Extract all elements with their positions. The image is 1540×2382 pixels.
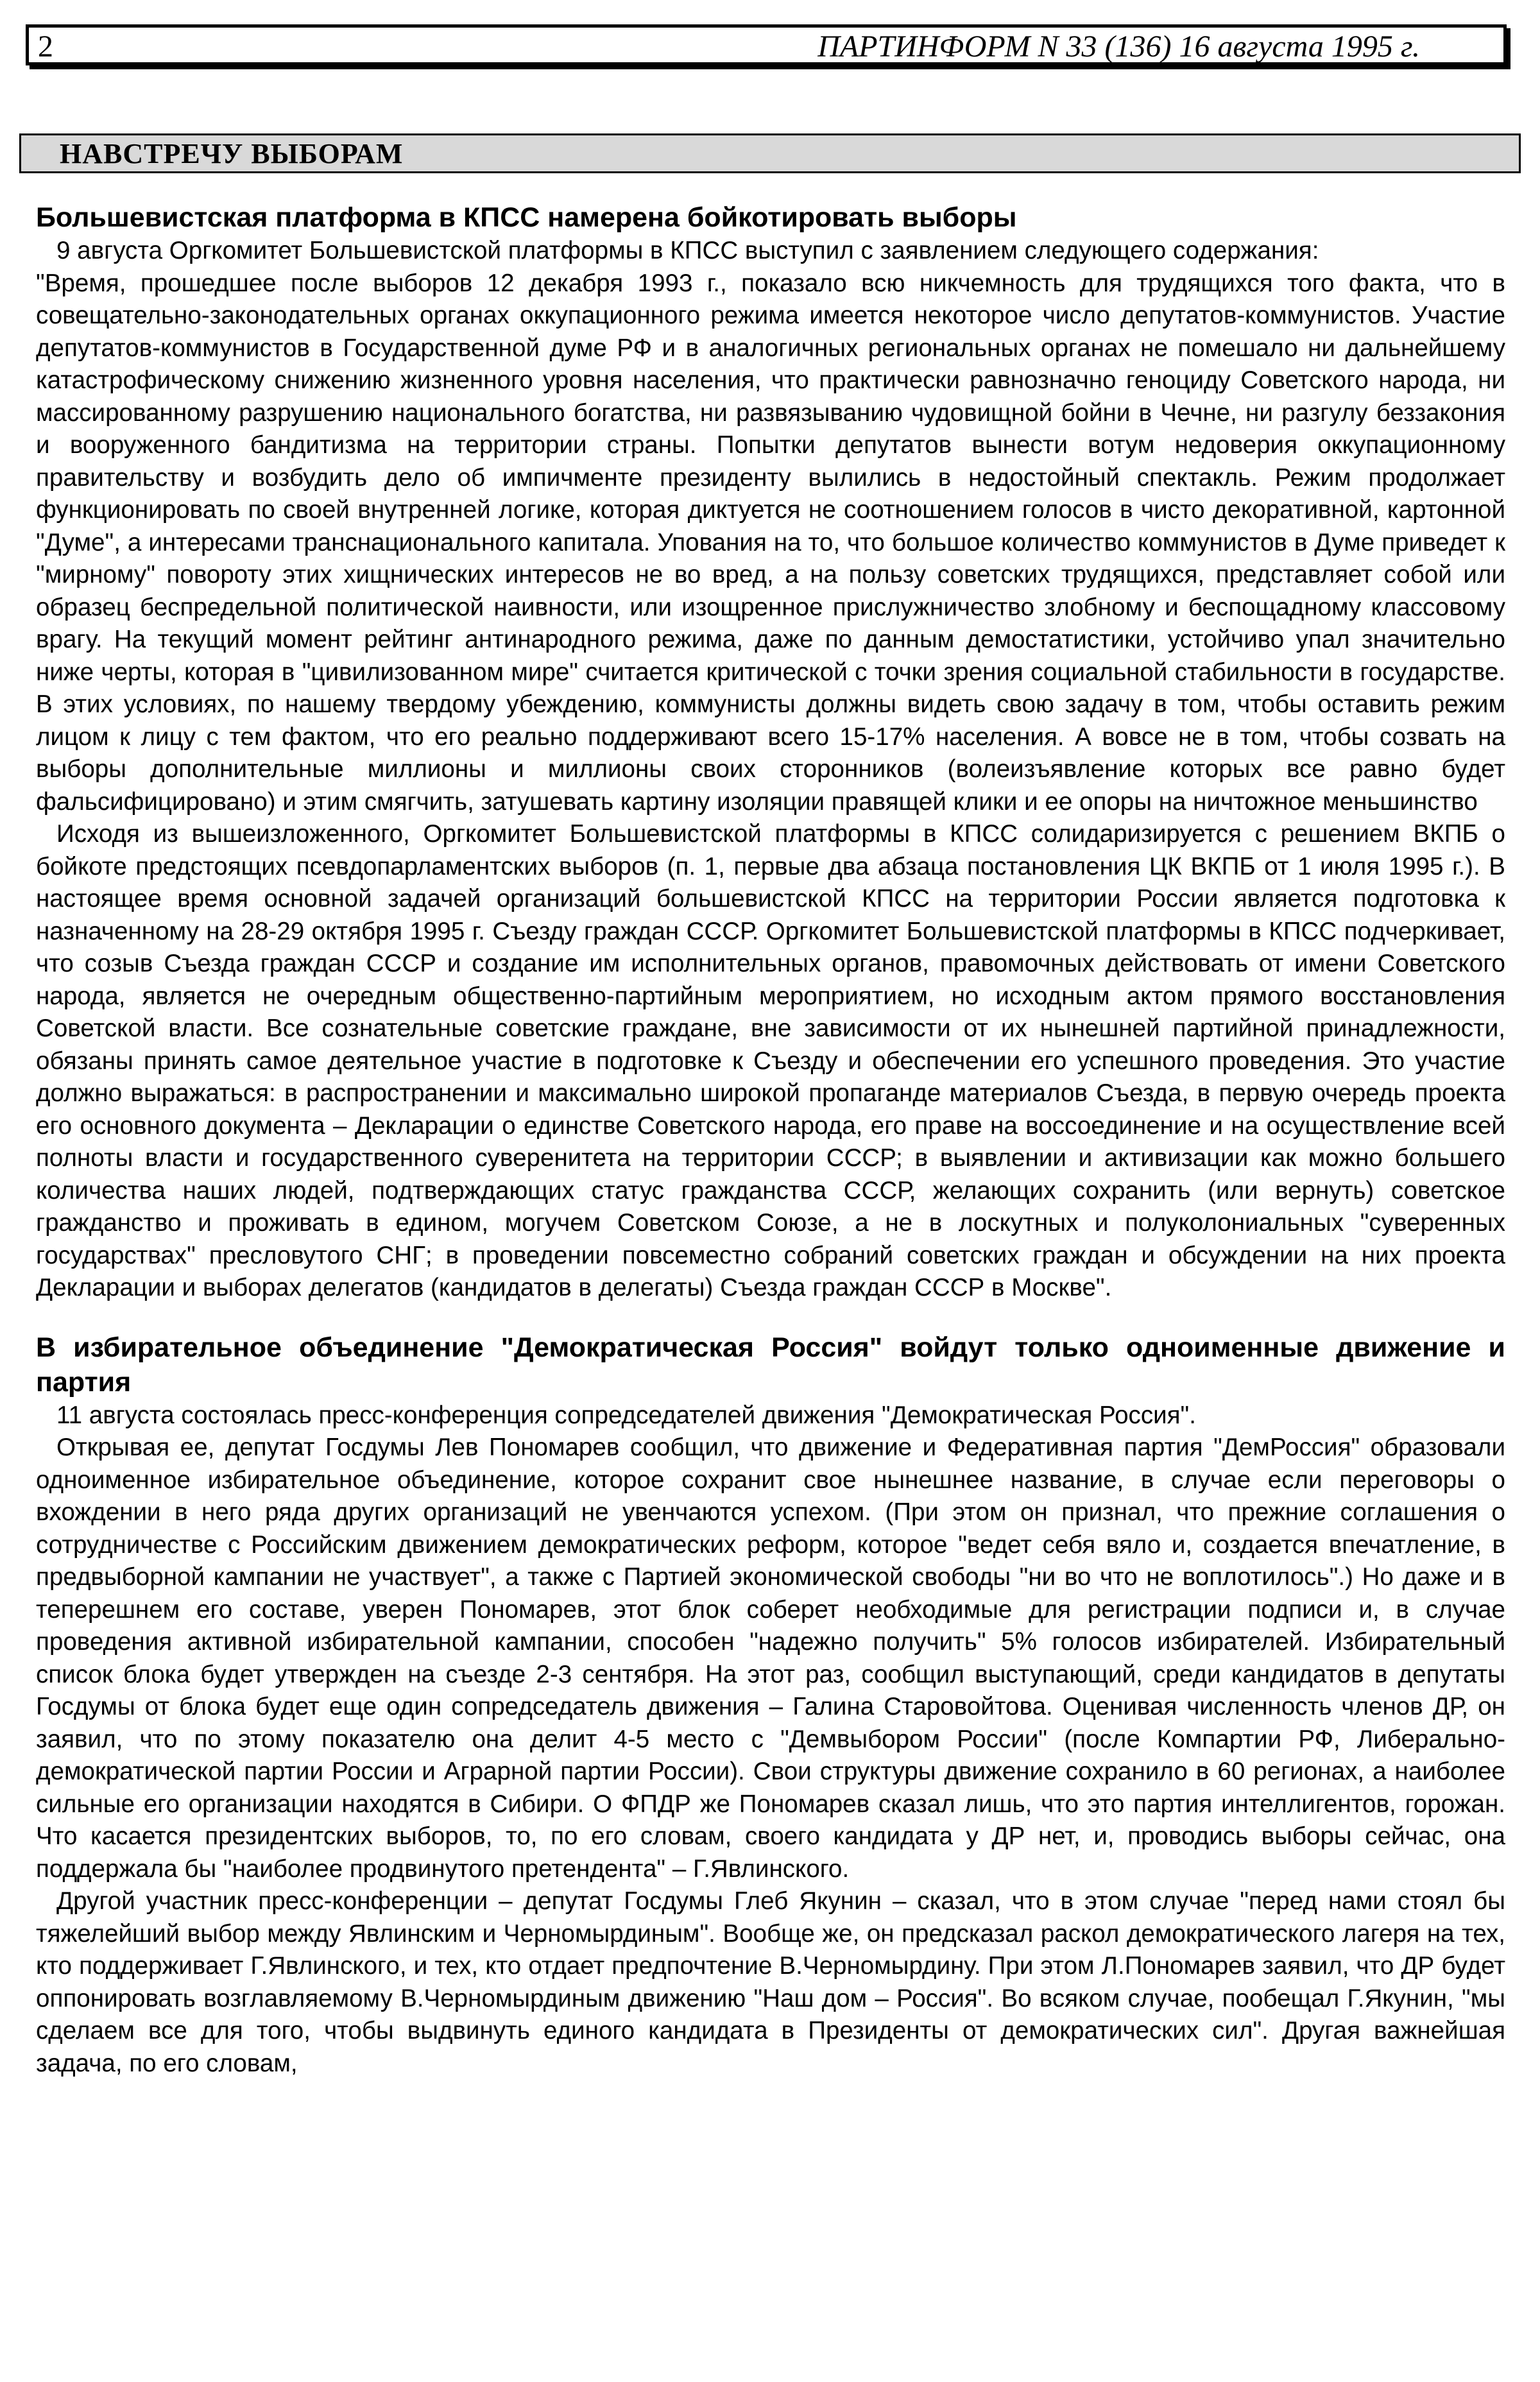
page-header [26,24,1507,65]
article-title: В избирательное объединение "Демократическая Россия" войдут только одноименные движение и партия [36,1332,1505,1398]
article-bolshevik-platform [36,200,1505,1305]
rubric-title: НАВСТРЕЧУ ВЫБОРАМ [60,138,404,169]
article-paragraph: Исходя из вышеизложенного, Оргкомитет Большевистской платформы в КПСС солидаризируется с решением ВКПБ о бойкоте предстоящих псевдопарламентских выборов (п. 1, первые два абзаца постановления ЦК ВКПБ от 1 июля 1995 г.). В настоящее время основной задачей организаций большевистской КПСС на территории России является подготовка к назначенному на 28-29 октября 1995 г. Съезду граждан СССР. Оргкомитет Большевистской платформы в КПСС подчеркивает, что созыв Съезда граждан СССР и создание им исполнительных органов, правомочных действовать от имени Советского народа, является не очередным общественно-партийным мероприятием, но исходным актом прямого восстановления Советской власти. Все сознательные советские граждане, вне зависимости от их нынешней партийной принадлежности, обязаны принять самое деятельное участие в подготовке к Съезду и обеспечении его успешного проведения. Это участие должно выражаться: в распространении и максимально широкой пропаганде материалов Съезда, в первую очередь проекта его основного документа – Декларации о единстве Советского народа, его праве на воссоединение и на осуществление всей полноты власти и государственного суверенитета на территории СССР; в выявлении и активизации как можно большего количества наших людей, подтверждающих статус гражданства СССР, желающих сохранить (или вернуть) советское гражданство и проживать в едином, могучем Советском Союзе, а не в лоскутных и полуколониальных "суверенных государствах" пресловутого СНГ; в проведении повсеместно собраний советских граждан и обсуждении на них проекта Декларации и выборах делегатов (кандидатов в делегаты) Съезда граждан СССР в Москве". [36,820,1505,1301]
article-paragraph: 9 августа Оргкомитет Большевистской платформы в КПСС выступил с заявлением следующего содержания: [56,237,1319,264]
issue-info: ПАРТИНФОРМ N 33 (136) 16 августа 1995 г. [817,30,1420,64]
article-paragraph: Открывая ее, депутат Госдумы Лев Пономарев сообщил, что движение и Федеративная партия "ДемРоссия" образовали одноименное избирательное объединение, которое сохранит свое нынешнее название, в случае если переговоры о вхождении в него ряда других организаций не увенчаются успехом. (При этом он признал, что прежние соглашения о сотрудничестве с Российским движением демократических реформ, которое "ведет себя вяло и, создается впечатление, в предвыборной кампании не участвует", а также с Партией экономической свободы "ни во что не воплотилось".) Но даже и в теперешнем его составе, уверен Пономарев, этот блок соберет необходимые для регистрации подписи и, в случае проведения активной избирательной кампании, способен "надежно получить" 5% голосов избирателей. Избирательный список блока будет утвержден на съезде 2-3 сентября. На этот раз, сообщил выступающий, среди кандидатов в депутаты Госдумы от блока будет еще один сопредседатель движения – Галина Старовойтова. Оценивая численность членов ДР, он заявил, что по этому показателю она делит 4-5 место с "Демвыбором России" (после Компартии РФ, Либерально-демократической партии России и Аграрной партии России). Свои структуры движение сохранило в 60 регионах, а наиболее сильные его организации находятся в Сибири. О ФПДР же Пономарев сказал лишь, что это партия интеллигентов, горожан. Что касается президентских выборов, то, по его словам, своего кандидата у ДР нет, и, проводись выборы сейчас, она поддержала бы "наиболее продвинутого претендента" – Г.Явлинского. [36,1434,1505,1883]
article-title: Большевистская платформа в КПСС намерена бойкотировать выборы [36,202,1017,233]
article-paragraph: 11 августа состоялась пресс-конференция сопредседателей движения "Демократическая Россия". [56,1401,1196,1429]
article-paragraph: "Время, прошедшее после выборов 12 декабря 1993 г., показало всю никчемность для трудящихся того факта, что в совещательно-законодательных органах оккупационного режима имеется некоторое число депутатов-коммунистов. Участие депутатов-коммунистов в Государственной думе РФ и в аналогичных региональных органах не помешало ни дальнейшему катастрофическому снижению жизненного уровня населения, что практически равнозначно геноциду Советского народа, ни массированному разрушению национального богатства, ни развязыванию чудовищной бойни в Чечне, ни разгулу беззакония и вооруженного бандитизма на территории страны. Попытки депутатов вынести вотум недоверия оккупационному правительству и возбудить дело об импичменте президенту вылились в недостойный спектакль. Режим продолжает функционировать по своей внутренней логике, которая диктуется не соотношением голосов в чисто декоративной, картонной "Думе", а интересами транснационального капитала. Упования на то, что большое количество коммунистов в Думе приведет к "мирному" повороту этих хищнических интересов не во вред, а на пользу советских трудящихся, представляет собой или образец беспредельной политической наивности, или изощренное прислужничество злобному и беспощадному классовому врагу. На текущий момент рейтинг антинародного режима, даже по данным демостатистики, устойчиво упал значительно ниже черты, которая в "цивилизованном мире" считается критической с точки зрения социальной стабильности в государстве. В этих условиях, по нашему твердому убеждению, коммунисты должны видеть свою задачу в том, чтобы оставить режим лицом к лицу с тем фактом, что его реально поддерживают всего 15-17% населения. А вовсе не в том, чтобы созвать на выборы дополнительные миллионы и миллионы своих сторонников (волеизъявление которых все равно будет фальсифицировано) и этим смягчить, затушевать картину изоляции правящей клики и ее опоры на ничтожное меньшинство [36,269,1505,816]
article-paragraph: Другой участник пресс-конференции – депутат Госдумы Глеб Якунин – сказал, что в этом случае "перед нами стоял бы тяжелейший выбор между Явлинским и Черномырдиным". Вообще же, он предсказал раскол демократического лагеря на тех, кто поддерживает Г.Явлинского, и тех, кто отдает предпочтение В.Черномырдину. При этом Л.Пономарев заявил, что ДР будет оппонировать возглавляемому В.Черномырдиным движению "Наш дом – Россия". Во всяком случае, пообещал Г.Якунин, "мы сделаем все для того, чтобы выдвинуть единого кандидата в Президенты от демократических сил". Другая важнейшая задача, по его словам, [36,1887,1505,2077]
page-content [36,200,1505,2080]
section-rubric [19,133,1521,173]
page-number: 2 [38,30,53,64]
article-democratic-russia [36,1330,1505,2080]
